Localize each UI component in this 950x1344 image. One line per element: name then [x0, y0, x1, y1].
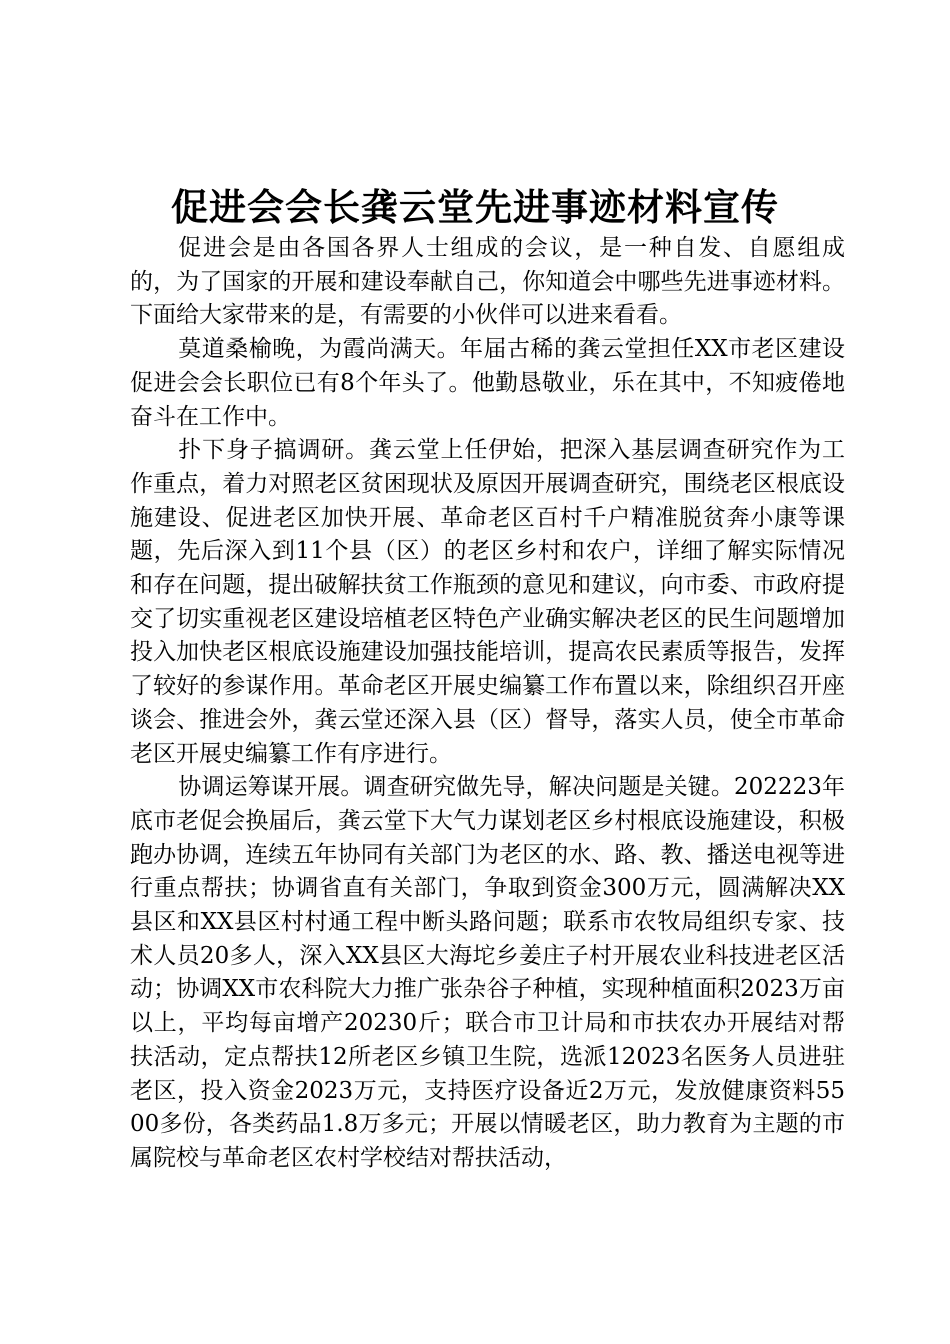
- paragraph-coordination: 协调运筹谋开展。调查研究做先导，解决问题是关键。202223年底市老促会换届后，龚云堂下大气力谋划老区乡村根底设施建设，积极跑办协调，连续五年协同有关部门为老区的水、路、教、播送电视等进行重点帮扶；协调省直有关部门，争取到资金300万元，圆满解决XX县区和XX县区村村通工程中断头路问题；联系市农牧局组织专家、技术人员20多人，深入XX县区大海坨乡姜庄子村开展农业科技进老区活动；协调XX市农科院大力推广张杂谷子种植，实现种植面积2023万亩以上，平均每亩增产20230斤；联合市卫计局和市扶农办开展结对帮扶活动，定点帮扶12所老区乡镇卫生院，选派12023名医务人员进驻老区，投入资金2023万元，支持医疗设备近2万元，发放健康资料5500多份，各类药品1.8万多元；开展以情暖老区，助力教育为主题的市属院校与革命老区农村学校结对帮扶活动，: [130, 774, 845, 1171]
- paragraph-research: 扑下身子搞调研。龚云堂上任伊始，把深入基层调查研究作为工作重点，着力对照老区贫困现状及原因开展调查研究，围绕老区根底设施建设、促进老区加快开展、革命老区百村千户精准脱贫奔小康等课题，先后深入到11个县（区）的老区乡村和农户，详细了解实际情况和存在问题，提出破解扶贫工作瓶颈的意见和建议，向市委、市政府提交了切实重视老区建设培植老区特色产业确实解决老区的民生问题增加投入加快老区根底设施建设加强技能培训，提高农民素质等报告，发挥了较好的参谋作用。革命老区开展史编纂工作布置以来，除组织召开座谈会、推进会外，龚云堂还深入县（区）督导，落实人员，使全市革命老区开展史编纂工作有序进行。: [130, 437, 845, 767]
- paragraph-background: 莫道桑榆晚，为霞尚满天。年届古稀的龚云堂担任XX市老区建设促进会会长职位已有8个年头了。他勤恳敬业，乐在其中，不知疲倦地奋斗在工作中。: [130, 336, 845, 430]
- document-body: [130, 232, 845, 1176]
- document-title: 促进会会长龚云堂先进事迹材料宣传: [171, 186, 779, 229]
- paragraph-intro: 促进会是由各国各界人士组成的会议，是一种自发、自愿组成的，为了国家的开展和建设奉献自己，你知道会中哪些先进事迹材料。下面给大家带来的是，有需要的小伙伴可以进来看看。: [130, 235, 845, 329]
